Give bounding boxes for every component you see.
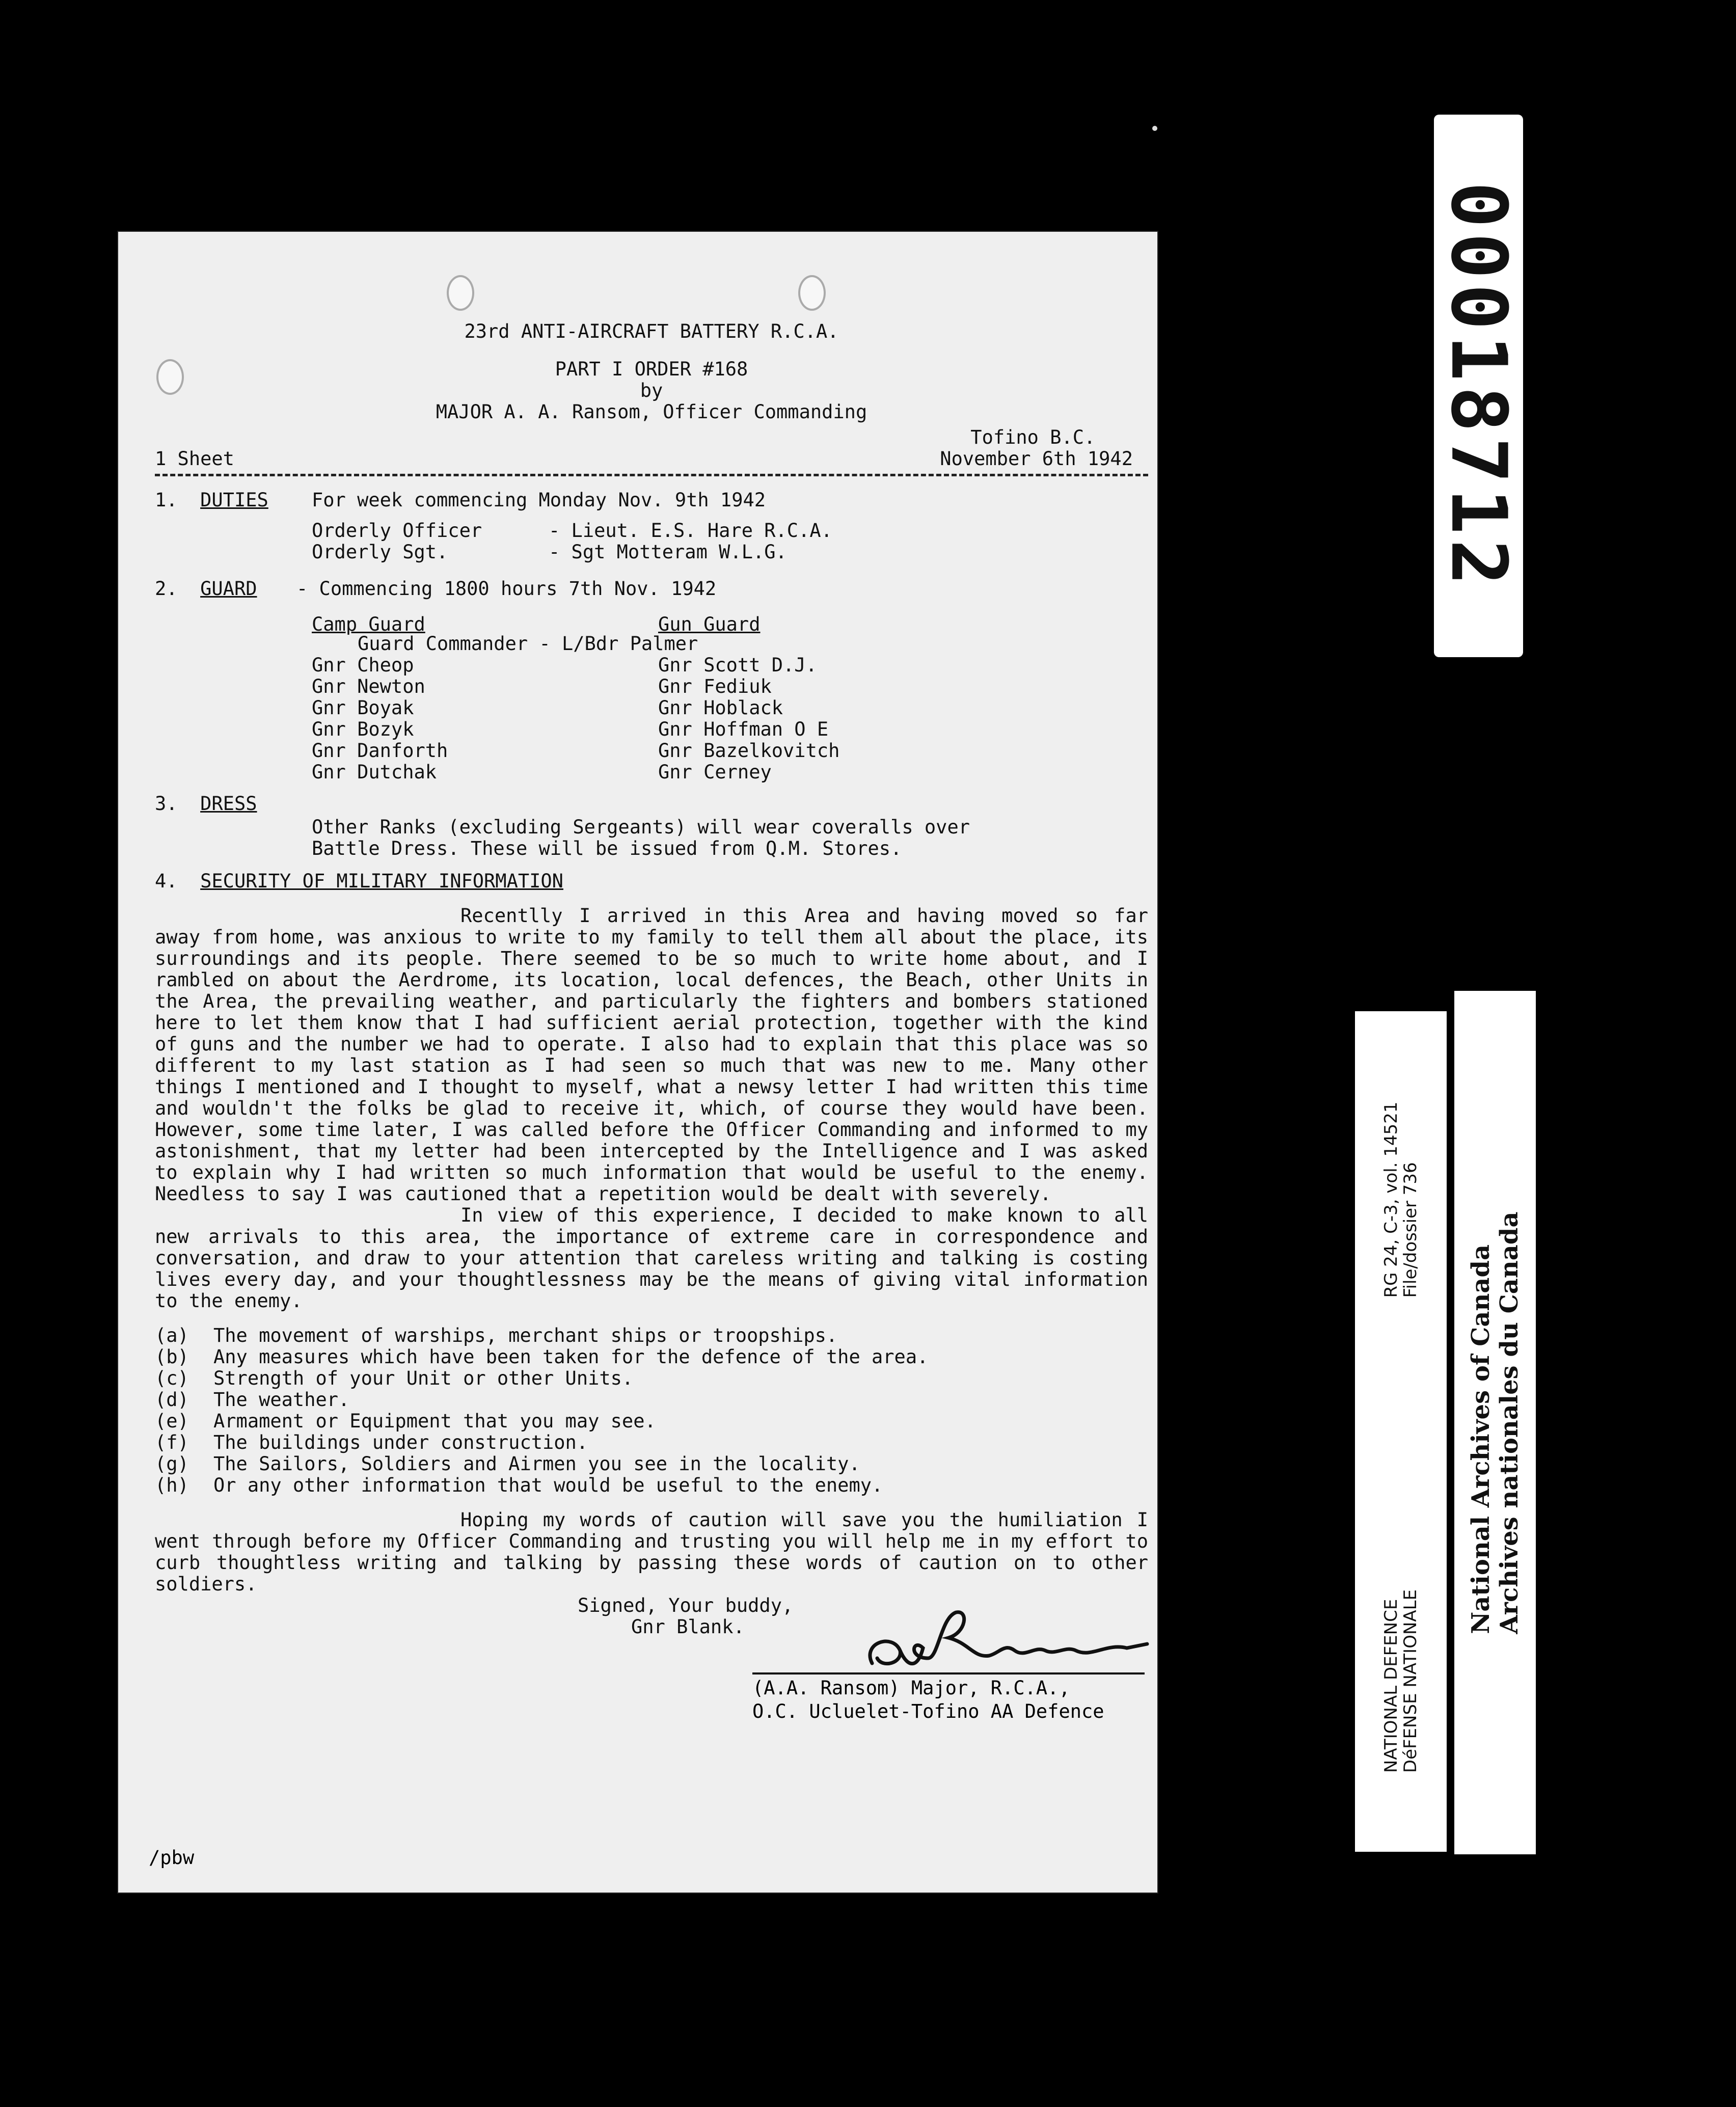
gun-guard-title: Gun Guard: [658, 613, 761, 635]
duty-name: - Lieut. E.S. Hare R.C.A.: [549, 520, 832, 542]
unit-title: 23rd ANTI-AIRCRAFT BATTERY R.C.A.: [464, 320, 839, 342]
gun-guard-member: Gnr Hoffman O E: [658, 718, 829, 740]
reference-block: [1370, 1034, 1431, 1365]
camp-guard-title: Camp Guard: [312, 613, 425, 635]
gun-guard-member: Gnr Fediuk: [658, 676, 772, 697]
list-label: (g): [155, 1453, 189, 1475]
restricted-topics-list: [155, 1325, 1148, 1496]
list-item: The Sailors, Soldiers and Airmen you see in the locality.: [213, 1453, 860, 1475]
guard-commander: Guard Commander - L/Bdr Palmer: [358, 633, 698, 655]
list-label: (f): [155, 1431, 189, 1453]
camp-guard-member: Gnr Bozyk: [312, 718, 414, 740]
list-item: Strength of your Unit or other Units.: [213, 1367, 634, 1389]
sheet-count: 1 Sheet: [155, 448, 234, 470]
list-item: The weather.: [213, 1389, 350, 1411]
dress-line: Battle Dress. These will be issued from Q.M. Stores.: [312, 838, 902, 859]
list-item: Any measures which have been taken for the defence of the area.: [213, 1346, 929, 1368]
national-archives-label: [1454, 991, 1536, 1854]
closing-block: [752, 1677, 1150, 1723]
guard-section: [155, 578, 1148, 783]
camp-guard-member: Gnr Cheop: [312, 654, 414, 676]
camp-guard-member: Gnr Boyak: [312, 697, 414, 719]
officer-name: (A.A. Ransom) Major, R.C.A.,: [752, 1677, 1070, 1699]
gun-guard-member: Gnr Hoblack: [658, 697, 783, 719]
department-block: [1370, 1554, 1431, 1808]
gun-guard-member: Gnr Scott D.J.: [658, 654, 817, 676]
guard-heading: GUARD: [200, 578, 257, 600]
archive-number: 00018712: [1434, 181, 1523, 590]
archive-number-stamp: [1434, 115, 1523, 657]
punch-hole: [798, 275, 826, 311]
signed-line: Signed, Your buddy,: [578, 1595, 794, 1616]
security-paragraph: In view of this experience, I decided to make known to all new arrivals to this area, the importance of extreme care in correspondence and conversation, and draw to your attention that careless writing and talking is costing lives every day, and your thoughtlessness may be the means of giving vital information to the enemy.: [155, 1204, 1148, 1312]
list-label: (a): [155, 1325, 189, 1346]
order-number: PART I ORDER #168: [555, 358, 748, 380]
gun-guard-member: Gnr Cerney: [658, 761, 772, 783]
section-number: 4.: [155, 870, 178, 892]
duties-heading: DUTIES: [200, 489, 268, 511]
duties-section: [155, 490, 1148, 563]
typist-initials: /pbw: [149, 1847, 195, 1869]
dress-line: Other Ranks (excluding Sergeants) will wear coveralls over: [312, 816, 970, 838]
security-heading: SECURITY OF MILITARY INFORMATION: [200, 870, 563, 892]
signature-line: [752, 1672, 1145, 1674]
punch-hole: [447, 275, 474, 311]
divider: [155, 474, 1148, 476]
list-label: (d): [155, 1389, 189, 1411]
gun-guard-member: Gnr Bazelkovitch: [658, 740, 840, 762]
list-label: (h): [155, 1474, 189, 1496]
place: Tofino B.C.: [970, 426, 1096, 448]
section-number: 1.: [155, 489, 178, 511]
security-section: [155, 871, 1148, 1638]
list-label: (b): [155, 1346, 189, 1368]
officer-title: O.C. Ucluelet-Tofino AA Defence: [752, 1700, 1104, 1722]
list-item: Or any other information that would be useful to the enemy.: [213, 1474, 883, 1496]
department-en: NATIONAL DEFENCE: [1381, 1599, 1401, 1773]
department-fr: DéFENSE NATIONALE: [1400, 1589, 1421, 1773]
archives-name-en: National Archives of Canada: [1467, 1244, 1495, 1634]
guard-intro: - Commencing 1800 hours 7th Nov. 1942: [296, 578, 717, 600]
list-item: Armament or Equipment that you may see.: [213, 1410, 656, 1432]
signer-name: Gnr Blank.: [631, 1616, 745, 1638]
order-text: [155, 321, 1148, 1638]
dress-heading: DRESS: [200, 793, 257, 815]
section-number: 3.: [155, 793, 178, 815]
commander-line: MAJOR A. A. Ransom, Officer Commanding: [436, 401, 867, 423]
list-label: (e): [155, 1410, 189, 1432]
camp-guard-member: Gnr Newton: [312, 676, 425, 697]
record-group-ref: RG 24, C-3, vol. 14521: [1381, 1101, 1401, 1298]
camp-guard-member: Gnr Dutchak: [312, 761, 437, 783]
file-ref: File/dossier 736: [1400, 1162, 1421, 1298]
dress-section: [155, 793, 1148, 859]
document-page: [118, 232, 1157, 1893]
duty-role: Orderly Officer: [312, 520, 482, 542]
dust-mark: [1151, 125, 1158, 132]
list-item: The movement of warships, merchant ships or troopships.: [213, 1325, 838, 1346]
handwritten-signature: [852, 1602, 1152, 1679]
list-item: The buildings under construction.: [213, 1431, 588, 1453]
by-line: by: [640, 380, 663, 401]
security-paragraph: Recentlly I arrived in this Area and having moved so far away from home, was anxious to write to my family to tell them all about the place, its surroundings and its people. There seemed to be so much to write home about, and I rambled on about the Aerdrome, its location, local defences, the Beach, other Units in the Area, the prevailing weather, and particularly the fighters and bombers stationed here to let them know that I had sufficient aerial protection, together with the kind of guns and the number we had to operate. I also had to explain that this place was so different to my last station as I had seen so much that was new to me. Many other things I mentioned and I thought to myself, what a newsy letter I had written this time and wouldn't the folks be glad to receive it, which, of course they would have been. However, some time later, I was called before the Officer Commanding and informed to my astonishment, that my letter had been intercepted by the Intelligence and I was asked to explain why I had written so much information that would be useful to the enemy. Needless to say I was cautioned that a repetition would be dealt with severely.: [155, 905, 1148, 1205]
list-label: (c): [155, 1367, 189, 1389]
date: November 6th 1942: [940, 448, 1133, 470]
section-number: 2.: [155, 578, 178, 600]
duty-name: - Sgt Motteram W.L.G.: [549, 541, 787, 563]
security-paragraph: Hoping my words of caution will save you the humiliation I went through before my Officer Commanding and trusting you will help me in my effort to curb thoughtless writing and talking by passing these words of caution on to other soldiers.: [155, 1509, 1148, 1595]
camp-guard-member: Gnr Danforth: [312, 740, 448, 762]
duties-intro: For week commencing Monday Nov. 9th 1942: [312, 489, 766, 511]
archives-name-fr: Archives nationales du Canada: [1495, 1211, 1524, 1634]
duty-role: Orderly Sgt.: [312, 541, 448, 563]
